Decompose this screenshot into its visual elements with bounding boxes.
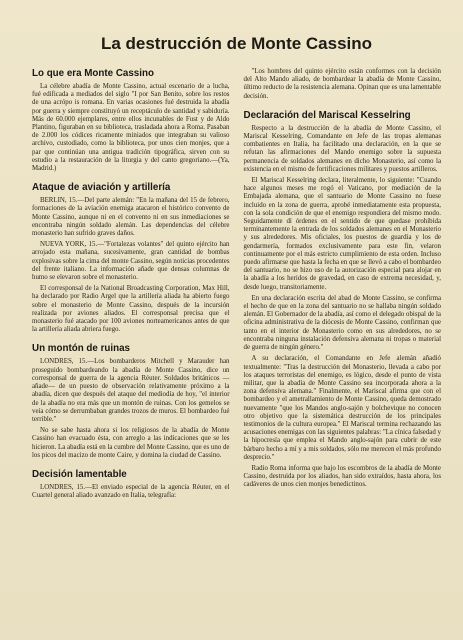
- paragraph: No se sabe hasta ahora si los religiosos de la abadía de Monte Cassino han evacuado ésta, con arreglo a las indicaciones que se les hicieron. La abadía está en la cumbre del Monte Cassino, que es uno de los picos del macizo de monte Caire, y domina la ciudad de Cassino.: [32, 427, 230, 459]
- paragraph: El corresponsal de la National Broadcasting Corporation, Max Hill, ha declarado por Radio Argel que la artillería aliada ha abierto fuego sobre el monasterio de Monte Cassino, después de la incursión realizada por aviones aliados. El corresponsal precisa que el monasterio fué atacado por 100 aviones norteamericanos antes de que la artillería aliada abriera fuego.: [32, 285, 230, 334]
- section-heading: Decisión lamentable: [32, 468, 127, 480]
- left-column: [32, 68, 230, 503]
- article-columns: [32, 68, 441, 503]
- right-column: [244, 68, 442, 503]
- paragraph: En una declaración escrita del abad de Monte Cassino, se confirma el hecho de que en la zona del santuario no se hallaba ningún soldado alemán. El Gobernador de la abadía, así como el delegado obispal de la oficina administrativa de la diócesis de Monte Cassino, confirman que tanto en el interior de Monasterio como en sus alrededores, no se encontraba ninguna instalación defensiva alemana ni tropas o material de guerra de ningún género.": [243, 294, 441, 352]
- section-heading: Lo que era Monte Cassino: [32, 68, 154, 79]
- section-heading: Ataque de aviación y artillería: [32, 182, 171, 194]
- paragraph: A su declaración, el Comandante en Jefe alemán añadió textualmente: "Tras la destrucción del Monasterio, llevada a cabo por los ataques terroristas del enemigo, es lógico, desde el punto de vista militar, que la abadía de Monte Cassino sea incorporada ahora a la zona defensiva alemana." Finalmente, el Mariscal afirma que con el bombardeo y el ametrallamiento de Monte Cassino, queda demostrado nuevamente "que los Mandos anglo-sajón y bolchevique no conocen otro objetivo que la sistemática destrucción de los principales testimonios de la cultura europea." El Mariscal termina rechazando las acusaciones enemigas con las siguientes palabras: "La cínica falsedad y la hipocresía que emplea el Mando anglo-sajón para cubrir de este bárbaro hecho a mí y a mis soldados, sólo me merecen el más profundo desprecio.": [243, 355, 441, 461]
- paragraph: LONDRES, 15.—Los bombarderos Mitchell y Marauder han proseguido bombardeando la abadía de Monte Cassino, dice un corresponsal de guerra de la agencia Réuter. Soldados británicos —añade— de un puesto de observación relativamente próximo a la abadía, dicen que después del ataque del mediodía de hoy, "el interior de la abadía no era más que un montón de ruinas. Con los gemelos se veía cómo se derrumbaban grandes trozos de muros. El bombardeo fué terrible.": [32, 358, 230, 423]
- paragraph: NUEVA YORK, 15.—"Fortalezas volantes" del quinto ejército han arrojado esta mañana, sucesivamente, gran cantidad de bombas explosivas sobre la cima del monte Cassino, según noticias procedentes del frente italiano. La información añade que densas columnas de humo se elevaron sobre el monasterio.: [32, 241, 230, 282]
- section-heading: Un montón de ruinas: [32, 343, 130, 355]
- paragraph: "Los hombres del quinto ejército están conformes con la decisión del Alto Mando aliado, de bombardear la abadía de Monte Cassino, último reducto de la resistencia alemana. Opinan que es una lamentable decisión.: [243, 68, 441, 100]
- page-title: La destrucción de Monte Cassino: [100, 34, 373, 53]
- paragraph: El Mariscal Kesselring declara, literalmente, lo siguiente: "Cuando hace algunos meses me rogó el Vaticano, por mediación de la Embajada alemana, que el santuario de Monte Cassino no fuese incluido en la zona de guerra, aprobé inmediatamente esta propuesta, con la sola condición de que el enemigo respondiera del mismo modo. Seguidamente dí órdenes en el sentido de que quedase prohibida terminantemente la entrada de los soldados alemanes en el Monasterio y sus alrededores. Mis oficiales, los puestos de guardia y los de gendarmería, formados exclusivamente para este fin, velaron continuamente por el más estricto cumplimiento de esta orden. Incluso puedo afirmarse que hasta la fecha en que se llevó a cabo el bombardeo del santuario, no se hizo uso de la autorización especial para alojar en la abadía a los heridos de gravedad, en caso de extrema necesidad, y, desde luego, transitoriamente.: [243, 177, 441, 291]
- paragraph: Respecto a la destrucción de la abadía de Monte Cassino, el Mariscal Kesselring, Comandante en Jefe de las tropas alemanas combatientes en Italia, ha facilitado una declaración, en la que se refutan las afirmaciones del Mando enemigo sobre la supuesta permanencia de soldados alemanes en dicho Monasterio, así como la existencia en el mismo de fortificaciones militares y puestos artilleros.: [243, 124, 441, 173]
- paragraph: LONDRES, 15.—El enviado especial de la agencia Réuter, en el Cuartel general aliado avanzado en Italia, telegrafía:: [32, 483, 230, 500]
- section-heading: Declaración del Mariscal Kesselring: [243, 109, 411, 121]
- paragraph: BERLIN, 15.—Del parte alemán: "En la mañana del 15 de febrero, formaciones de la aviación enemiga atacaron el histórico convento de Monte Cassino, aunque ni en el convento ni en sus inmediaciones se encontraba ningún soldado alemán. Las dependencias del célebre monasterio han sufrido graves daños.: [32, 197, 230, 238]
- paragraph: Radio Roma informa que bajo los escombros de la abadía de Monte Cassino, destruida por los aliados, han sido extraídos, hasta ahora, los cadáveres de unos cien monjes benedictinos.: [243, 464, 441, 489]
- paragraph: La célebre abadía de Monte Cassino, actual escenario de a lucha, fué edificada a mediados del siglo "I por San Benito, sobre los restos de una acrópo is romana. En varias ocasiones fué destruida la abadía por guerra y siempre constituyó un receptáculo de santidad y sabiduría. Más de 60.000 ejemplares, entre ellos incunables de Fust y de Aldo Plantino, figuraban en su biblioteca, trasladada ahora a Roma. Pasaban de 2.000 los códices ricamente miniados que integraban su valioso archivo, custodiado, como la biblioteca, por unos cien monjes, que a par que continúan una antigua tradición tipográfica, sirven con su estudio a la restauración de la liturgia y del canto gregoriano.—(Ya, Madrid.): [32, 83, 230, 173]
